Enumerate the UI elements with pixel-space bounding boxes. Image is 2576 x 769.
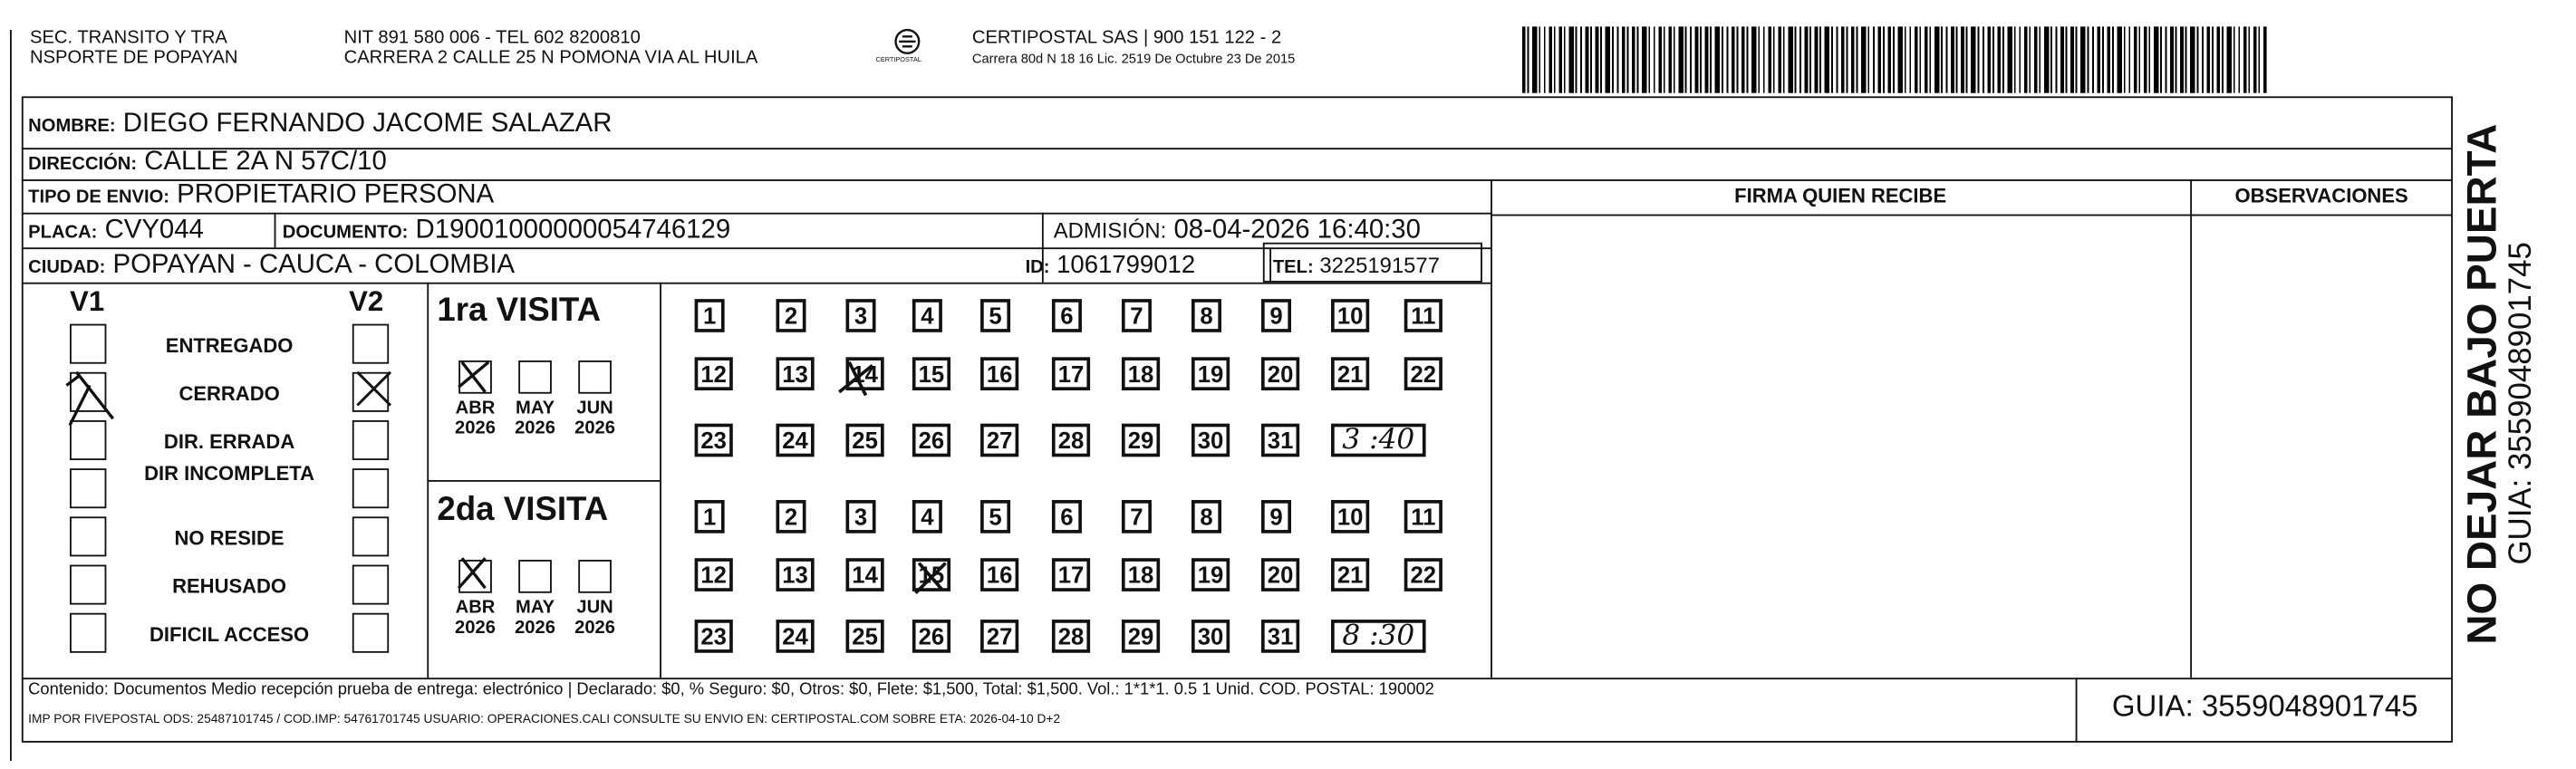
second-visit-day-box[interactable]: 27 (980, 620, 1018, 653)
id-label: ID: (1025, 257, 1050, 278)
admission-label: ADMISIÓN: (1053, 217, 1167, 243)
second-visit-day-box[interactable]: 16 (980, 558, 1018, 591)
second-visit-day-box[interactable]: 10 (1331, 500, 1369, 533)
name-label: NOMBRE: (28, 116, 116, 137)
signature-header: FIRMA QUIEN RECIBE (1734, 184, 1947, 208)
second-visit-day-box[interactable]: 25 (846, 620, 884, 653)
plate-label: PLACA: (28, 222, 98, 243)
second-visit-day-box[interactable]: 12 (695, 558, 733, 591)
first-visit-day-box[interactable]: 13 (776, 357, 814, 390)
status-option-label: DIFICIL ACCESO (150, 622, 310, 647)
second-visit-day-box[interactable]: 2 (776, 500, 806, 533)
footer-meta: IMP POR FIVEPOSTAL ODS: 25487101745 / COD.IMP: 54761701745 USUARIO: OPERACIONES.CALI CONSULTE SU ENVIO EN: CERTIPOSTAL.COM SOBRE ETA: 2026-04-10 D+2 (28, 710, 1061, 726)
first-visit-day-box[interactable]: 15 (912, 357, 950, 390)
first-visit-day-box[interactable]: 26 (912, 424, 950, 457)
first-visit-day-box[interactable]: 21 (1331, 357, 1369, 390)
second-visit-day-box[interactable]: 13 (776, 558, 814, 591)
second-visit-day-box[interactable]: 28 (1052, 620, 1090, 653)
tel-value: 3225191577 (1319, 252, 1440, 278)
admission-value: 08-04-2026 16:40:30 (1173, 216, 1421, 245)
nit-line: NIT 891 580 006 - TEL 602 8200810 (343, 28, 641, 49)
first-visit-day-box[interactable]: 14 (846, 357, 884, 390)
first-visit-day-box[interactable]: 10 (1331, 299, 1369, 332)
first-visit-day-box[interactable]: 24 (776, 424, 814, 457)
first-visit-day-box[interactable]: 31 (1261, 424, 1299, 457)
first-visit-day-box[interactable]: 18 (1122, 357, 1160, 390)
side-guide: GUIA: 3559048901745 (2504, 242, 2540, 565)
second-visit-day-box[interactable]: 1 (695, 500, 725, 533)
first-visit-time-box[interactable]: 3 :40 (1331, 424, 1426, 457)
footer-guide: GUIA: 3559048901745 (2111, 689, 2418, 723)
first-visit-day-box[interactable]: 1 (695, 299, 725, 332)
id-value: 1061799012 (1056, 250, 1196, 280)
second-visit-day-box[interactable]: 24 (776, 620, 814, 653)
first-visit-day-box[interactable]: 9 (1261, 299, 1291, 332)
footer-content: Contenido: Documentos Medio recepción prueba de entrega: electrónico | Declarado: $0, % Seguro: $0, Otros: $0, Flete: $1,500, Total: $1,500. Vol.: 1*1*1. 0.5 1 Unid. COD. POSTAL: 190002 (28, 680, 1434, 700)
second-visit-day-box[interactable]: 23 (695, 620, 733, 653)
second-visit-day-box[interactable]: 7 (1122, 500, 1152, 533)
status-option-label: DIR. ERRADA (163, 430, 295, 454)
first-visit-day-box[interactable]: 3 (846, 299, 876, 332)
first-visit-day-box[interactable]: 29 (1122, 424, 1160, 457)
company-line: CERTIPOSTAL SAS | 900 151 122 - 2 (971, 28, 1282, 49)
address-value: CALLE 2A N 57C/10 (144, 148, 387, 177)
first-visit-day-box[interactable]: 23 (695, 424, 733, 457)
first-visit-day-box[interactable]: 2 (776, 299, 806, 332)
first-visit-day-box[interactable]: 7 (1122, 299, 1152, 332)
sender-line-2: NSPORTE DE POPAYAN (30, 48, 238, 69)
second-visit-day-box[interactable]: 26 (912, 620, 950, 653)
first-visit-day-box[interactable]: 28 (1052, 424, 1090, 457)
logo-text: CERTIPOSTAL (875, 54, 921, 63)
month-label: JUN 2026 (574, 399, 616, 439)
first-visit-day-box[interactable]: 12 (695, 357, 733, 390)
first-visit-day-box[interactable]: 4 (912, 299, 942, 332)
address-line: CARRERA 2 CALLE 25 N POMONA VIA AL HUILA (343, 48, 758, 69)
month-label: ABR 2026 (455, 399, 496, 439)
address-label: DIRECCIÓN: (28, 154, 138, 175)
observations-header: OBSERVACIONES (2234, 184, 2408, 208)
second-visit-time-box[interactable]: 8 :30 (1331, 620, 1426, 653)
first-visit-day-box[interactable]: 6 (1052, 299, 1082, 332)
document-value: D19001000000054746129 (415, 216, 731, 245)
tel-label: TEL: (1272, 257, 1314, 278)
document-label: DOCUMENTO: (282, 222, 409, 243)
first-visit-day-box[interactable]: 11 (1404, 299, 1442, 332)
status-option-label: CERRADO (178, 381, 280, 406)
name-value: DIEGO FERNANDO JACOME SALAZAR (122, 110, 613, 139)
v1-label: V1 (70, 285, 105, 318)
first-visit-day-box[interactable]: 8 (1192, 299, 1221, 332)
second-visit-title: 2da VISITA (437, 491, 609, 529)
second-visit-day-box[interactable]: 5 (980, 500, 1010, 533)
second-visit-day-box[interactable]: 14 (846, 558, 884, 591)
second-visit-day-box[interactable]: 4 (912, 500, 942, 533)
first-visit-day-box[interactable]: 16 (980, 357, 1018, 390)
sender-line-1: SEC. TRANSITO Y TRA (30, 28, 227, 49)
month-label: JUN 2026 (574, 598, 616, 639)
second-visit-day-box[interactable]: 3 (846, 500, 876, 533)
second-visit-day-box[interactable]: 18 (1122, 558, 1160, 591)
status-option-label: REHUSADO (172, 574, 287, 599)
license-line: Carrera 80d N 18 16 Lic. 2519 De Octubre 23 De 2015 (971, 51, 1296, 67)
second-visit-day-box[interactable]: 31 (1261, 620, 1299, 653)
second-visit-day-box[interactable]: 19 (1192, 558, 1230, 591)
city-label: CIUDAD: (28, 257, 106, 278)
second-visit-day-box[interactable]: 20 (1261, 558, 1299, 591)
second-visit-day-box[interactable]: 8 (1192, 500, 1221, 533)
plate-value: CVY044 (104, 216, 204, 245)
second-visit-day-box[interactable]: 17 (1052, 558, 1090, 591)
v2-label: V2 (349, 285, 384, 318)
second-visit-day-box[interactable]: 22 (1404, 558, 1442, 591)
second-visit-day-box[interactable]: 11 (1404, 500, 1442, 533)
second-visit-day-box[interactable]: 21 (1331, 558, 1369, 591)
first-visit-day-box[interactable]: 27 (980, 424, 1018, 457)
status-option-label: ENTREGADO (165, 333, 294, 358)
first-visit-day-box[interactable]: 25 (846, 424, 884, 457)
month-label: MAY 2026 (515, 598, 555, 639)
first-visit-day-box[interactable]: 22 (1404, 357, 1442, 390)
first-visit-day-box[interactable]: 19 (1192, 357, 1230, 390)
status-option-label: DIR INCOMPLETA (144, 461, 315, 485)
status-option-label: NO RESIDE (174, 526, 285, 551)
shipment-value: PROPIETARIO PERSONA (177, 180, 495, 210)
second-visit-day-box[interactable]: 30 (1192, 620, 1230, 653)
first-visit-day-box[interactable]: 30 (1192, 424, 1230, 457)
second-visit-day-box[interactable]: 6 (1052, 500, 1082, 533)
second-visit-day-box[interactable]: 9 (1261, 500, 1291, 533)
side-warning: NO DEJAR BAJO PUERTA (2459, 123, 2506, 645)
shipment-label: TIPO DE ENVIO: (28, 187, 170, 208)
month-label: ABR 2026 (455, 598, 496, 639)
first-visit-day-box[interactable]: 5 (980, 299, 1010, 332)
first-visit-title: 1ra VISITA (437, 292, 602, 330)
first-visit-day-box[interactable]: 17 (1052, 357, 1090, 390)
month-label: MAY 2026 (515, 399, 555, 439)
city-value: POPAYAN - CAUCA - COLOMBIA (112, 250, 516, 280)
second-visit-day-box[interactable]: 29 (1122, 620, 1160, 653)
first-visit-day-box[interactable]: 20 (1261, 357, 1299, 390)
second-visit-day-box[interactable]: 15 (912, 558, 950, 591)
